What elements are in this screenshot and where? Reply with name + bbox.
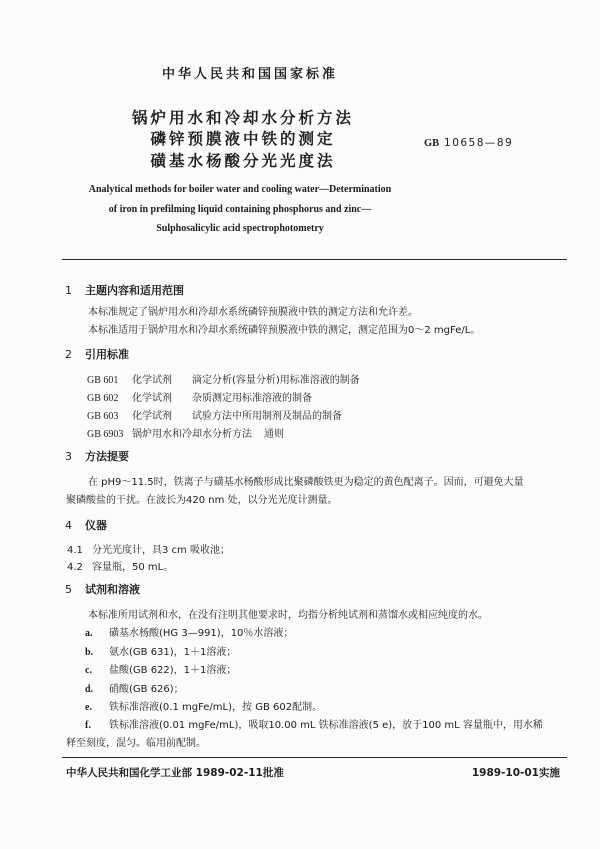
standard-name: 中华人民共和国国家标准 xyxy=(161,67,338,82)
section-3-paragraph-line-2: 聚磷酸盐的干扰。在波长为420 nm 处，以分光光度计测量。 xyxy=(66,495,338,506)
approval-line: 中华人民共和国化学工业部 1989-02-11批准 xyxy=(66,767,284,779)
reagent-item xyxy=(85,680,184,695)
english-title-line-3: Sulphosalicylic acid spectrophotometry xyxy=(156,223,324,234)
section-number: 5 xyxy=(65,583,72,596)
reference-row xyxy=(87,389,312,404)
title-line-3: 磺基水杨酸分光光度法 xyxy=(150,152,336,170)
section-title: 引用标准 xyxy=(85,348,129,361)
section-number: 3 xyxy=(65,450,72,463)
reference-title: 通则 xyxy=(264,429,284,440)
reference-category: 化学试剂 xyxy=(132,393,172,404)
item-text: 硝酸(GB 626)； xyxy=(109,684,184,695)
section-number: 4 xyxy=(65,519,72,532)
section-title: 试剂和溶液 xyxy=(85,583,140,596)
reference-code: GB 603 xyxy=(87,411,119,422)
section-5-intro: 本标准所用试剂和水，在没有注明其他要求时，均指分析纯试剂和蒸馏水或相应纯度的水。 xyxy=(88,610,488,621)
item-text: 氨水(GB 631)，1＋1溶液； xyxy=(109,647,237,658)
item-mark: a. xyxy=(85,628,93,639)
reference-title: 杂质测定用标准溶液的制备 xyxy=(192,393,312,404)
gb-code-prefix: GB xyxy=(424,138,440,149)
reference-row xyxy=(87,371,360,386)
reagent-item xyxy=(85,661,236,676)
section-4-heading xyxy=(65,517,107,533)
implementation-date: 1989-10-01实施 xyxy=(471,767,560,779)
apparatus-item xyxy=(67,558,173,573)
item-text: 盐酸(GB 622)，1＋1溶液； xyxy=(109,665,237,676)
section-number: 2 xyxy=(65,348,72,361)
reagent-item xyxy=(85,643,236,658)
section-3-heading xyxy=(65,448,129,464)
reference-category: 化学试剂 xyxy=(132,411,172,422)
reference-code: GB 6903 xyxy=(87,429,124,440)
section-2-heading xyxy=(65,346,129,362)
section-title: 仪器 xyxy=(85,519,107,532)
item-text: 磺基水杨酸(HG 3—991)，10％水溶液； xyxy=(109,628,294,639)
item-number: 4.1 xyxy=(67,545,83,556)
section-number: 1 xyxy=(65,284,72,297)
apparatus-item xyxy=(67,541,230,556)
item-mark: e. xyxy=(85,702,92,713)
item-mark: d. xyxy=(85,684,94,695)
reference-category: 锅炉用水和冷却水分析方法 xyxy=(132,429,252,440)
gb-code-number: 10658—89 xyxy=(444,137,514,149)
english-title-line-2: of iron in prefilming liquid containing phosphorus and zinc— xyxy=(108,204,372,215)
reagent-item xyxy=(85,698,322,713)
english-title-line-1: Analytical methods for boiler water and cooling water—Determination xyxy=(88,184,392,195)
reagent-item xyxy=(85,716,543,731)
section-1-paragraph-1: 本标准规定了锅炉用水和冷却水系统磷锌预膜液中铁的测定方法和允许差。 xyxy=(88,307,418,318)
item-mark: c. xyxy=(85,665,92,676)
item-text: 分光光度计，具3 cm 吸收池； xyxy=(92,545,230,556)
reference-code: GB 601 xyxy=(87,375,119,386)
reagent-item-f-continuation: 释至刻度，混匀。临用前配制。 xyxy=(66,738,206,749)
section-3-paragraph-line-1: 在 pH9～11.5时，铁离子与磺基水杨酸形成比聚磷酸铁更为稳定的黄色配离子。因而，可避免大量 xyxy=(88,477,524,488)
gb-code xyxy=(424,137,513,149)
header-divider xyxy=(62,259,567,260)
reference-title: 试验方法中所用制剂及制品的制备 xyxy=(192,411,342,422)
reference-title: 滴定分析(容量分析)用标准溶液的制备 xyxy=(192,375,360,386)
item-text: 铁标准溶液(0.01 mgFe/mL)，吸取10.00 mL 铁标准溶液(5 e)，放于100 mL 容量瓶中，用水稀 xyxy=(109,720,543,731)
reference-row xyxy=(87,425,284,440)
reagent-item xyxy=(85,624,293,639)
footer-divider xyxy=(62,757,567,758)
section-1-paragraph-2: 本标准适用于锅炉用水和冷却水系统磷锌预膜液中铁的测定，测定范围为0～2 mgFe/L。 xyxy=(88,325,481,336)
item-number: 4.2 xyxy=(67,562,83,573)
section-5-heading xyxy=(65,581,140,597)
item-text: 容量瓶，50 mL。 xyxy=(92,562,174,573)
reference-code: GB 602 xyxy=(87,393,119,404)
section-title: 主题内容和适用范围 xyxy=(85,284,184,297)
reference-row xyxy=(87,407,342,422)
item-mark: f. xyxy=(85,720,91,731)
title-line-2: 磷锌预膜液中铁的测定 xyxy=(150,130,336,148)
title-line-1: 锅炉用水和冷却水分析方法 xyxy=(131,109,354,127)
section-1-heading xyxy=(65,282,184,298)
section-title: 方法提要 xyxy=(85,450,129,463)
item-text: 铁标准溶液(0.1 mgFe/mL)，按 GB 602配制。 xyxy=(109,702,323,713)
item-mark: b. xyxy=(85,647,94,658)
reference-category: 化学试剂 xyxy=(132,375,172,386)
